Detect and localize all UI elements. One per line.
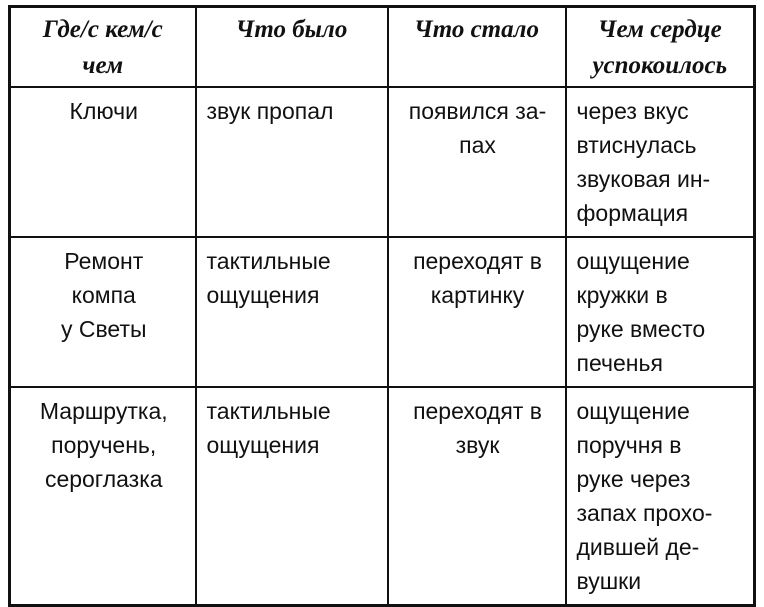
cell-before <box>196 387 388 606</box>
header-what-was <box>196 7 388 88</box>
cell-place <box>10 87 196 237</box>
header-line: Где/с кем/с <box>42 16 163 43</box>
cell-line: сероглазка <box>44 466 163 492</box>
cell-line: печенья <box>576 350 663 376</box>
cell-line: втиснулась <box>576 132 697 158</box>
document-table-container <box>8 5 753 592</box>
cell-line: руке через <box>576 466 691 492</box>
cell-line: картинку <box>430 282 525 308</box>
table-row <box>10 87 755 237</box>
table-row <box>10 237 755 387</box>
cell-line: переходят в <box>413 248 542 274</box>
cell-before <box>196 87 388 237</box>
cell-line: звуковая ин- <box>576 166 711 192</box>
cell-line: поручень, <box>51 432 157 458</box>
cell-line: тактильные <box>206 398 331 424</box>
cell-line: у Светы <box>60 316 147 342</box>
header-line: Что было <box>235 16 348 43</box>
cell-line: переходят в <box>413 398 542 424</box>
cell-place <box>10 387 196 606</box>
cell-line: через вкус <box>576 98 689 124</box>
cell-calm <box>566 237 755 387</box>
cell-line: Маршрутка, <box>39 398 168 424</box>
cell-line: формация <box>576 200 689 226</box>
cell-line: появился за- <box>408 98 547 124</box>
header-row <box>10 7 755 88</box>
header-line: Что стало <box>414 16 539 43</box>
cell-line: вушки <box>576 568 642 594</box>
table-row <box>10 387 755 606</box>
header-what-became <box>388 7 566 88</box>
cell-line: ощущение <box>576 398 690 424</box>
cell-calm <box>566 87 755 237</box>
cell-before <box>196 237 388 387</box>
cell-line: Ремонт <box>64 248 144 274</box>
cell-line: кружки в <box>576 282 668 308</box>
cell-calm <box>566 387 755 606</box>
cell-line: компа <box>71 282 136 308</box>
cell-after <box>388 87 566 237</box>
cell-after <box>388 387 566 606</box>
header-line: Чем сердце <box>597 16 722 43</box>
cell-line: звук пропал <box>206 98 334 124</box>
header-line: успокоилось <box>592 52 728 79</box>
cell-line: пах <box>459 132 496 158</box>
cell-after <box>388 237 566 387</box>
cell-line: руке вместо <box>576 316 706 342</box>
cell-line: поручня в <box>576 432 682 458</box>
cell-line: Ключи <box>69 98 138 124</box>
cell-line: ощущение <box>576 248 690 274</box>
header-line: чем <box>82 52 124 79</box>
header-where-with-whom <box>10 7 196 88</box>
header-heart-calmed <box>566 7 755 88</box>
cell-line: дившей де- <box>576 534 700 560</box>
cell-line: запах прохо- <box>576 500 713 526</box>
cell-place <box>10 237 196 387</box>
comparison-table <box>8 5 756 607</box>
cell-line: тактильные <box>206 248 331 274</box>
cell-line: ощущения <box>206 432 320 458</box>
cell-line: ощущения <box>206 282 320 308</box>
cell-line: звук <box>455 432 500 458</box>
